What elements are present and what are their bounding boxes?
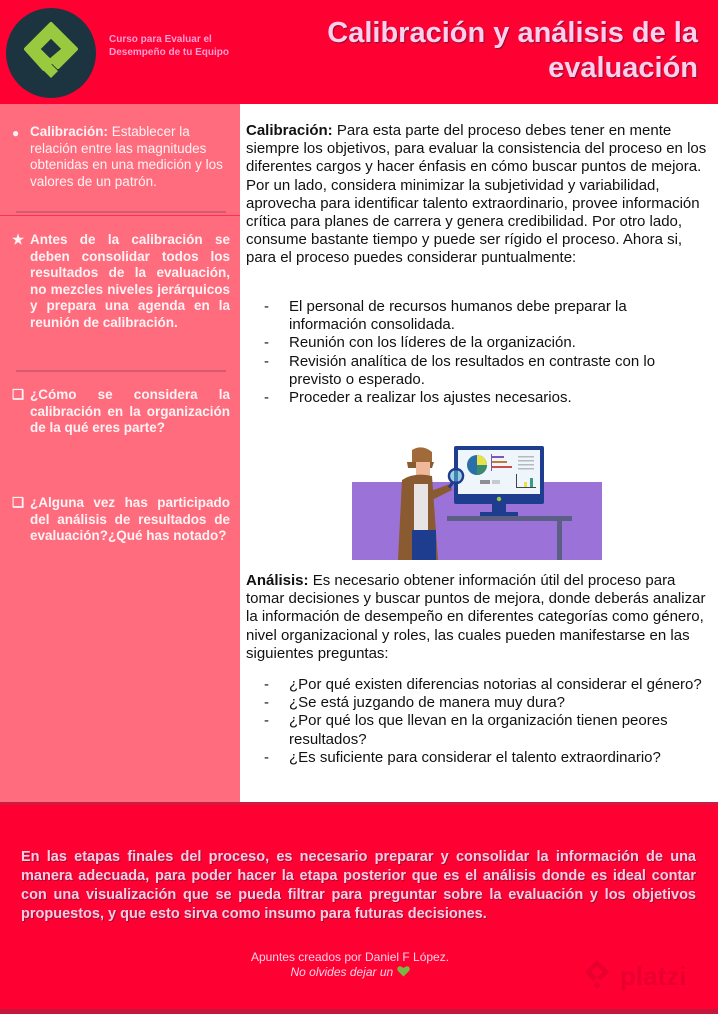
sidebar [0,104,240,802]
list-item: - ¿Por qué los que llevan en la organización tienen peores resultados? [264,712,668,748]
calibration-steps-list [264,298,704,407]
analysis-paragraph [246,572,712,663]
sidebar-tip [12,232,230,331]
footer [0,805,718,1014]
header [0,0,718,104]
platzi-watermark-text: platzi [620,961,687,991]
bullet-icon: ● [12,126,20,140]
page-title-line-1: Calibración y análisis de la [327,17,698,49]
definition-text: Establecer la relación entre las magnitudes obtenidas en una medición y los valores de un patrón. [30,124,223,189]
platzi-watermark [580,957,710,993]
sidebar-question [12,495,230,545]
calibration-heading: Calibración: [246,122,333,139]
green-heart-icon [397,965,410,977]
platzi-watermark-logo-icon [580,957,614,991]
tip-text: Antes de la calibración se deben consolidar todos los resultados de la evaluación, no mezcles niveles jerárquicos y prepara una agenda en la reunión de calibración. [30,232,230,330]
list-item: - Proceder a realizar los ajustes necesarios. [264,389,572,407]
credits [200,950,500,980]
dash-bullet: - [264,389,269,407]
dash-bullet: - [264,712,269,730]
sidebar-divider [16,211,226,213]
question-text: ¿Cómo se considera la calibración en la organización de la qué eres parte? [30,387,230,435]
list-item: - ¿Por qué existen diferencias notorias al considerar el género? [264,676,702,693]
calibration-text: Para esta parte del proceso debes tener en mente siempre los objetivos, para evaluar la consistencia del proceso en los diferentes cargos y hacer énfasis en cómo buscar puntos de mejora. Por un lado, considera minimizar la subjetividad y variabilidad, aprovecha para identificar talento extraordinario, provee información crítica para planes de carrera y genera credibilidad. Por otro lado, consume bastante tiempo y puede ser rígido el proceso. Ahora si, para el proceso puedes considerar puntualmente: [246,122,707,267]
dash-bullet: - [264,694,269,712]
list-item: - ¿Es suficiente para considerar el talento extraordinario? [264,748,661,766]
dash-bullet: - [264,334,269,352]
list-item: - El personal de recursos humanos debe preparar la información consolidada. [264,298,627,334]
dash-bullet: - [264,676,269,693]
credits-reminder: No olvides dejar un [290,965,397,979]
checkbox-icon: ❑ [12,495,25,510]
bottom-edge [0,1009,718,1014]
credits-author: Apuntes creados por Daniel F López. [250,950,450,964]
detective-analyzing-dashboard-illustration [352,434,602,560]
list-item: - Reunión con los líderes de la organización. [264,334,576,352]
sidebar-question [12,387,230,437]
sidebar-divider [16,370,226,372]
list-item: - ¿Se está juzgando de manera muy dura? [264,694,565,712]
question-text: ¿Alguna vez has participado del análisis de resultados de evaluación?¿Qué has notado? [30,495,230,543]
platzi-logo-icon [6,8,96,98]
list-item: - Revisión analítica de los resultados en contraste con lo previsto o esperado. [264,352,656,388]
analysis-text: Es necesario obtener información útil del proceso para tomar decisiones y buscar puntos de mejora, donde deberás analizar la información de desempeño en diferentes categorías como género, nivel organizacional y roles, las cuales pueden manifestarse en las siguientes preguntas: [246,572,706,662]
calibration-paragraph [246,122,712,268]
analysis-heading: Análisis: [246,572,309,589]
page-title [258,16,698,86]
star-icon: ★ [12,232,25,247]
main-content [240,104,718,802]
sidebar-divider-line [0,215,240,216]
page-title-line-2: evaluación [548,52,698,84]
sidebar-definition [12,124,230,190]
dash-bullet: - [264,352,269,370]
summary-text: En las etapas finales del proceso, es necesario preparar y consolidar la información de una manera adecuada, para poder hacer la etapa posterior que es el análisis donde es ideal contar con una visualización que se pueda filtrar para preguntar sobre la evaluación y los objetivos propuestos, y que esto sirva como insumo para futuras decisiones. [21,849,696,922]
definition-term: Calibración: [30,124,109,139]
checkbox-icon: ❑ [12,387,25,402]
analysis-questions-list [264,676,704,767]
dash-bullet: - [264,298,269,315]
dash-bullet: - [264,748,269,766]
course-title: Curso para Evaluar el Desempeño de tu Equipo [109,34,230,58]
